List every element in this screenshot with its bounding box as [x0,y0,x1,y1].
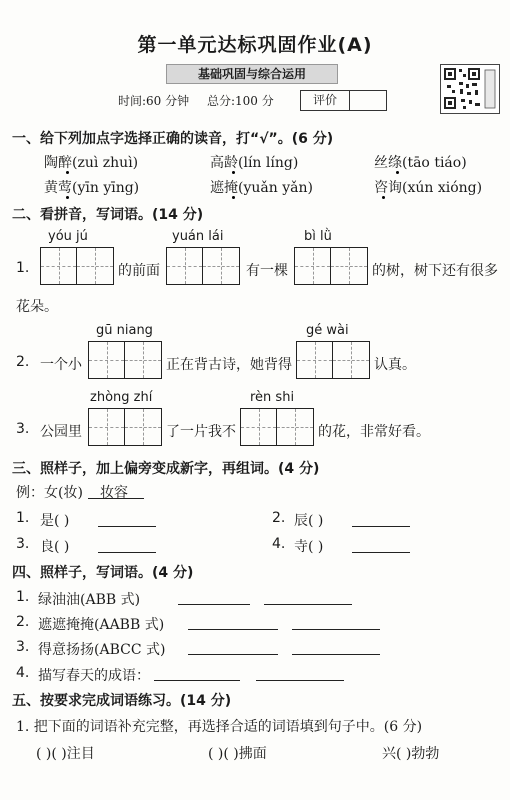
answer-line[interactable] [178,604,250,605]
pinyin-label: yuán lái [172,229,224,244]
pinyin-choice-1: 陶醉(zuì zhuì) [44,155,139,171]
fill-in-word-3: 兴( )勃勃 [382,746,440,762]
answer-line[interactable] [292,654,380,655]
question-number: 2. [16,614,30,630]
sentence-fragment: 的前面 [118,263,160,279]
answer-line[interactable] [188,654,278,655]
page-title: 第一单元达标巩固作业(A) [137,34,373,56]
pinyin-label: rèn shi [250,390,295,405]
section-3-heading: 三、照样子，加上偏旁变成新字，再组词。(4 分) [12,461,320,477]
sentence-fragment: 了一片我不 [166,424,236,440]
answer-line [88,498,144,499]
answer-line[interactable] [292,629,380,630]
question-number: 1. [16,510,30,526]
pinyin-choice-5: 遮掩(yuǎn yǎn) [210,180,313,196]
word-pattern-item: 得意扬扬(ABCC 式) [38,642,166,658]
answer-line[interactable] [188,629,278,630]
character-grid[interactable] [240,408,314,446]
character-grid[interactable] [40,247,114,285]
sentence-fragment: 花朵。 [16,299,58,315]
answer-line[interactable] [352,552,410,553]
answer-line[interactable] [98,526,156,527]
evaluation-label: 评价 [301,91,350,110]
total-score: 总分:100 分 [206,94,274,108]
pinyin-choice-6: 咨询(xún xióng) [374,180,483,196]
pinyin-label: zhòng zhí [90,390,153,405]
question-number: 3. [16,639,30,655]
section-1-heading: 一、给下列加点字选择正确的读音，打“√”。(6 分) [12,131,334,147]
sentence-fragment: 的树，树下还有很多 [372,263,498,279]
question-number: 1. [16,589,30,605]
answer-line[interactable] [264,604,352,605]
radical-item: 是( ) [40,513,70,529]
qr-code-icon [440,64,500,114]
fill-in-word-2: ( )( )拂面 [208,746,267,762]
radical-item: 寺( ) [294,539,324,555]
time-limit: 时间:60 分钟 [118,94,190,108]
pinyin-label: bì lǜ [304,229,332,244]
question-number: 3. [16,421,30,437]
fill-in-word-1: ( )( )注目 [36,746,95,762]
question-number: 4. [16,665,30,681]
question-number: 2. [272,510,286,526]
section-2-heading: 二、看拼音，写词语。(14 分) [12,207,204,223]
word-pattern-item: 绿油油(ABB 式) [38,592,141,608]
emphasis-dot [382,196,385,199]
word-pattern-item: 遮遮掩掩(AABB 式) [38,617,165,633]
question-instruction: 1. 把下面的词语补充完整，再选择合适的词语填到句子中。(6 分) [16,719,423,735]
sentence-fragment: 一个小 [40,357,82,373]
character-grid[interactable] [88,341,162,379]
character-grid[interactable] [294,247,368,285]
pinyin-choice-3: 丝绦(tāo tiáo) [374,155,467,171]
sentence-fragment: 有一棵 [246,263,288,279]
radical-item: 辰( ) [294,513,324,529]
sentence-fragment: 的花，非常好看。 [318,424,430,440]
pinyin-label: gū niang [96,323,153,338]
section-4-heading: 四、照样子，写词语。(4 分) [12,565,194,581]
answer-line[interactable] [256,680,344,681]
example-word: 妆容 [100,485,128,501]
emphasis-dot [66,171,69,174]
word-pattern-item: 描写春天的成语： [38,668,150,684]
question-number: 3. [16,536,30,552]
section-5-heading: 五、按要求完成词语练习。(14 分) [12,693,232,709]
evaluation-box [300,90,387,111]
character-grid[interactable] [296,341,370,379]
emphasis-dot [232,196,235,199]
exam-meta [118,92,288,109]
sentence-fragment: 公园里 [40,424,82,440]
pinyin-choice-2: 高龄(lín líng) [210,155,299,171]
example-prefix: 例：女(妆) [16,485,83,501]
sentence-fragment: 认真。 [374,357,416,373]
answer-line[interactable] [154,680,240,681]
question-number: 2. [16,354,30,370]
radical-item: 良( ) [40,539,70,555]
emphasis-dot [396,171,399,174]
emphasis-dot [66,196,69,199]
pinyin-choice-4: 黄莺(yīn yīng) [44,180,140,196]
sentence-fragment: 正在背古诗，她背得 [166,357,292,373]
emphasis-dot [232,171,235,174]
question-number: 1. [16,260,30,276]
section-subtitle: 基础巩固与综合运用 [166,64,338,84]
answer-line[interactable] [352,526,410,527]
character-grid[interactable] [88,408,162,446]
character-grid[interactable] [166,247,240,285]
question-number: 4. [272,536,286,552]
evaluation-field[interactable] [350,91,386,110]
pinyin-label: yóu jú [48,229,88,244]
pinyin-label: gé wài [306,323,349,338]
answer-line[interactable] [98,552,156,553]
